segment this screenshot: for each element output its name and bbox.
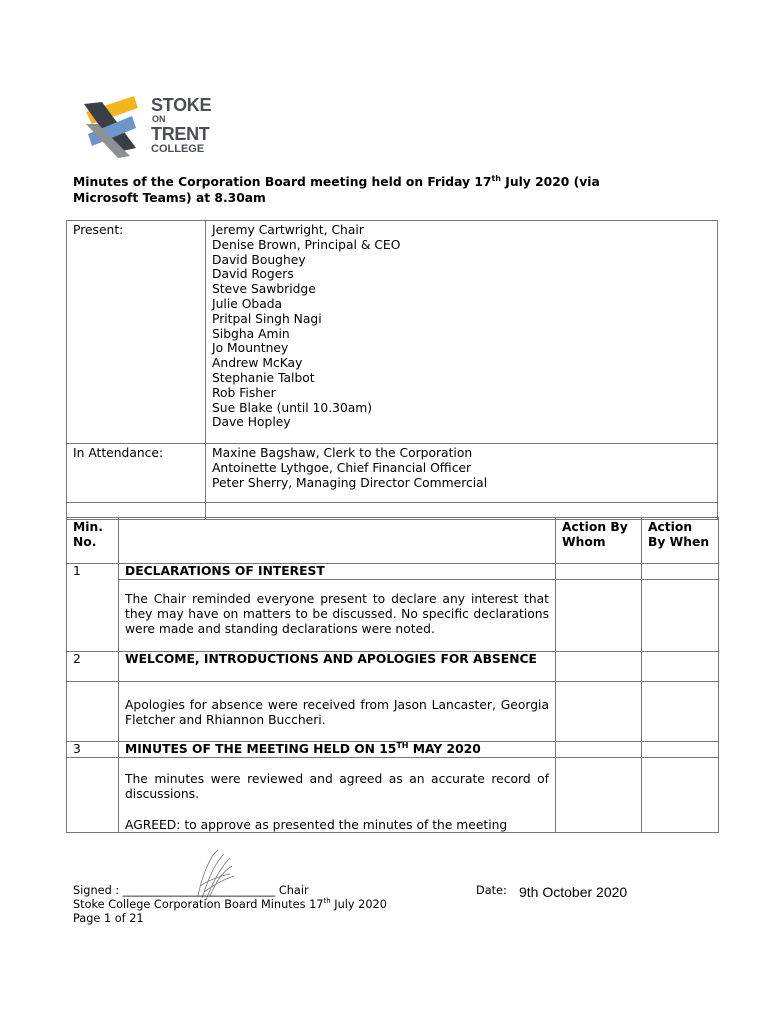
item-number: 2 [67,652,119,682]
title-part-1: Minutes of the Corporation Board meeting held on Friday 17 [73,175,492,189]
present-name: David Boughey [212,252,306,267]
document-title [73,174,673,206]
item-number: 3 [67,742,119,758]
item-3-body-row [67,758,719,833]
present-label: Present: [67,221,206,444]
logo-line-trent: TRENT [151,124,210,144]
minutes-table [66,517,719,833]
document-reference: Stoke College Corporation Board Minutes 17th July 2020 [73,897,387,911]
attendance-label: In Attendance: [67,444,206,503]
item-3-title-row [67,742,719,758]
item-1-body-row [67,580,719,652]
attendance-table [66,220,718,520]
page-number: Page 1 of 21 [73,912,144,925]
item-2-body-row [67,682,719,742]
attendance-list [206,444,718,503]
item-title: MINUTES OF THE MEETING HELD ON 15TH MAY 2020 [119,742,556,758]
present-name: Denise Brown, Principal & CEO [212,237,401,252]
attendance-row [67,444,718,503]
title-line-2: Microsoft Teams) at 8.30am [73,191,266,205]
title-part-2: July 2020 (via [500,175,600,189]
college-logo [82,94,222,160]
college-logo-mark-icon [82,94,142,158]
present-list [206,221,718,444]
agreed-text: AGREED: to approve as presented the minutes of the meeting [125,817,508,832]
attendee-name: Maxine Bagshaw, Clerk to the Corporation [212,446,473,460]
title-sup: th [491,173,501,183]
header-action-by-when: Action By When [642,518,719,564]
present-name: Steve Sawbridge [212,282,316,297]
present-name: Rob Fisher [212,385,276,400]
date-label: Date: [476,884,507,897]
logo-line-college: COLLEGE [151,143,205,155]
item-body: The Chair reminded everyone present to declare any interest that they may have on matters to be discussed. No specific declarations were made and standing declarations were noted. [119,580,556,652]
present-row [67,221,718,444]
item-title: DECLARATIONS OF INTEREST [119,564,556,580]
signed-line: Signed : ___________________________ Chair [73,884,309,897]
present-name: Stephanie Talbot [212,370,315,385]
present-name: David Rogers [212,267,294,282]
present-name: Sibgha Amin [212,326,290,341]
present-name: Pritpal Singh Nagi [212,311,322,326]
attendee-name: Antoinette Lythgoe, Chief Financial Officer [212,460,472,475]
item-1-title-row [67,564,719,580]
date-value: 9th October 2020 [519,884,628,900]
logo-line-stoke: STOKE [151,95,212,115]
present-name: Jeremy Cartwright, Chair [212,223,364,237]
present-name: Jo Mountney [212,341,289,356]
item-number: 1 [67,564,119,580]
present-name: Andrew McKay [212,356,303,371]
present-name: Julie Obada [212,296,283,311]
present-name: Dave Hopley [212,415,291,430]
present-name: Sue Blake (until 10.30am) [212,400,373,415]
header-action-by-whom: Action By Whom [556,518,642,564]
item-2-title-row [67,652,719,682]
item-body: The minutes were reviewed and agreed as an accurate record of discussions. AGREED: to approve as presented the minutes of the meeting [119,758,556,833]
logo-line-on: ON [152,114,166,124]
page-footer [73,884,387,926]
attendee-name: Peter Sherry, Managing Director Commercial [212,475,488,490]
item-title: WELCOME, INTRODUCTIONS AND APOLOGIES FOR ABSENCE [119,652,556,682]
college-logo-text [151,96,211,155]
minutes-header-row [67,518,719,564]
item-body: Apologies for absence were received from Jason Lancaster, Georgia Fletcher and Rhiannon Buccheri. [119,682,556,742]
header-min-no: Min. No. [67,518,119,564]
